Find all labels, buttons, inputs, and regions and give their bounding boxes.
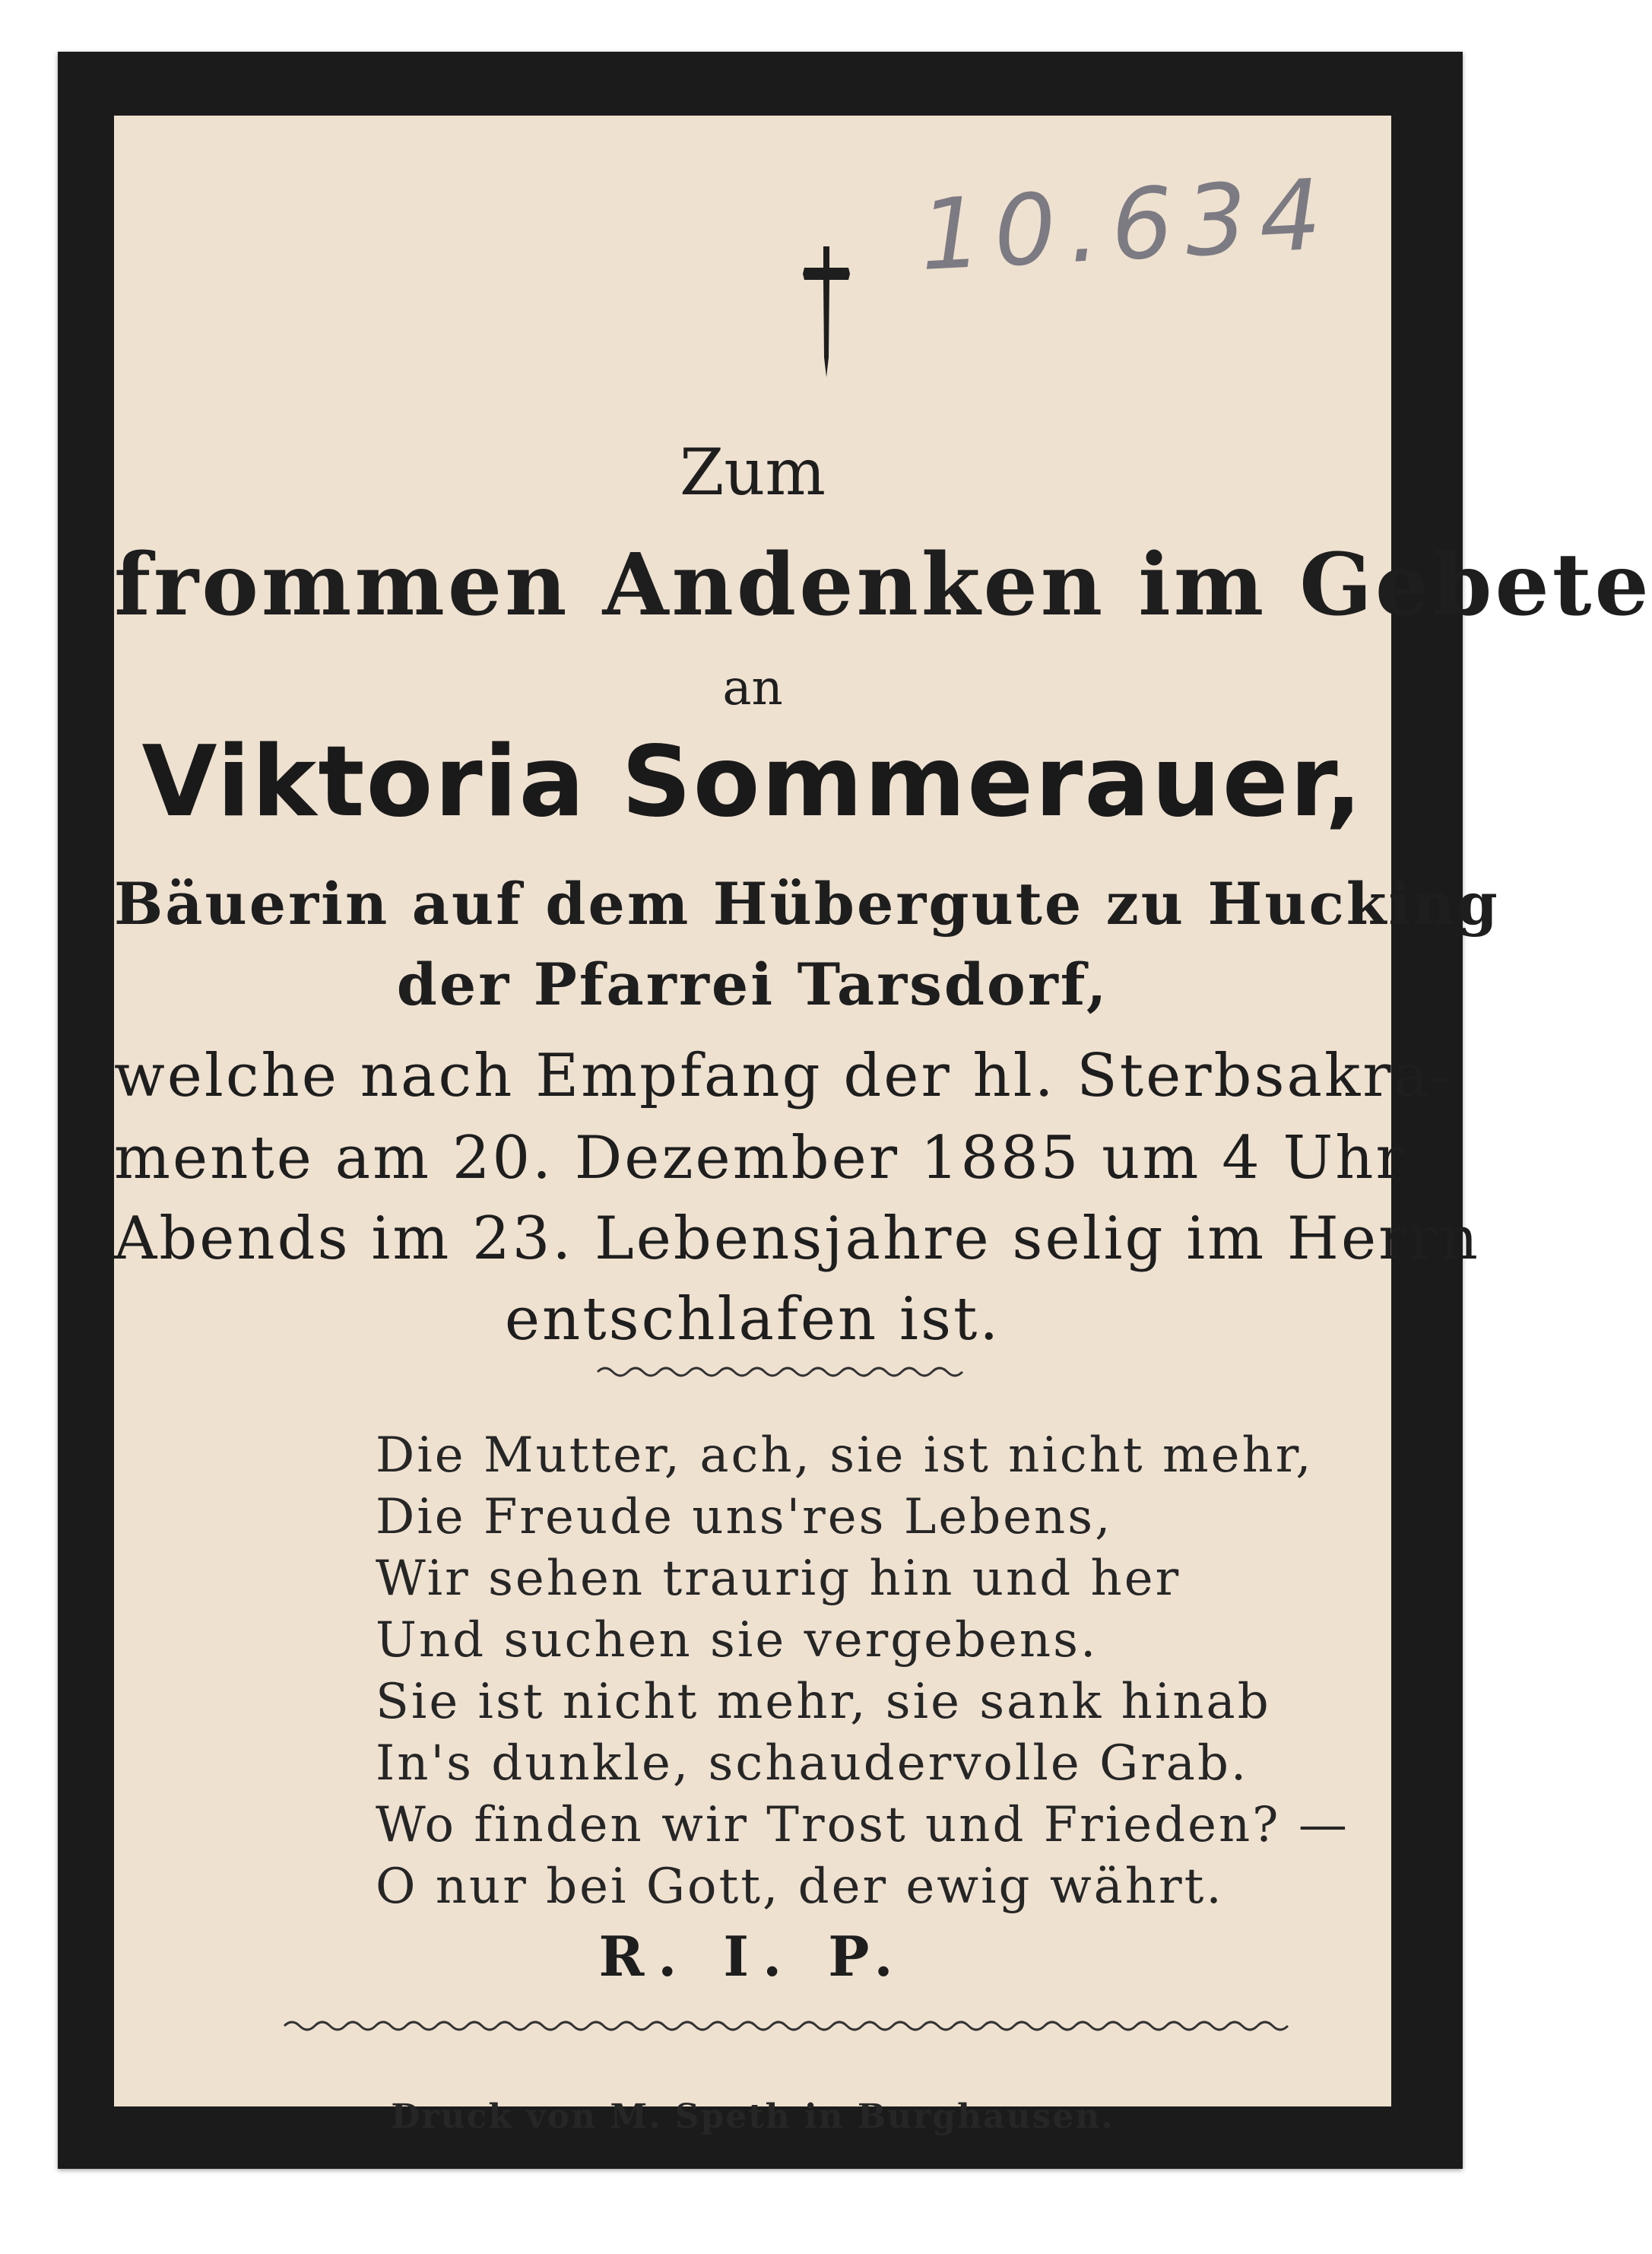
poem-line: Die Mutter, ach, sie ist nicht mehr, [376, 1427, 1314, 1484]
body-line-4: entschlafen ist. [504, 1285, 1001, 1354]
occupation-line-2: der Pfarrei Tarsdorf, [396, 951, 1109, 1018]
body-line-1: welche nach Empfang der hl. Sterbsakra- [114, 1042, 1454, 1110]
handwritten-number: 10.634 [917, 157, 1337, 294]
heading-an: an [722, 660, 783, 716]
rip-text: R. I. P. [598, 1924, 907, 1989]
printer-credit: Druck von M. Speth in Burghausen. [391, 2097, 1115, 2136]
deceased-name: Viktoria Sommerauer, [141, 725, 1364, 839]
poem-line: In's dunkle, schaudervolle Grab. [376, 1735, 1249, 1792]
heading-andenken: frommen Andenken im Gebete [114, 535, 1652, 635]
cross-icon [800, 243, 853, 380]
poem-line: Sie ist nicht mehr, sie sank hinab [376, 1674, 1271, 1730]
body-line-2: mente am 20. Dezember 1885 um 4 Uhr [114, 1124, 1406, 1192]
divider-top [598, 1363, 962, 1381]
memorial-card [58, 52, 1652, 2169]
body-line-3: Abends im 23. Lebensjahre selig im Herrn [114, 1205, 1480, 1273]
occupation-line-1: Bäuerin auf dem Hübergute zu Hucking [114, 870, 1500, 938]
poem-line: Wo finden wir Trost und Frieden? — [376, 1797, 1349, 1853]
card-paper [114, 116, 1652, 2136]
poem [376, 1425, 1364, 1918]
poem-line: Wir sehen traurig hin und her [376, 1551, 1181, 1607]
heading-zum: Zum [679, 435, 826, 510]
poem-line: Die Freude uns'res Lebens, [376, 1489, 1113, 1545]
poem-line: Und suchen sie vergebens. [376, 1612, 1099, 1668]
poem-line: O nur bei Gott, der ewig währt. [376, 1859, 1224, 1915]
divider-bottom [284, 2017, 1288, 2035]
